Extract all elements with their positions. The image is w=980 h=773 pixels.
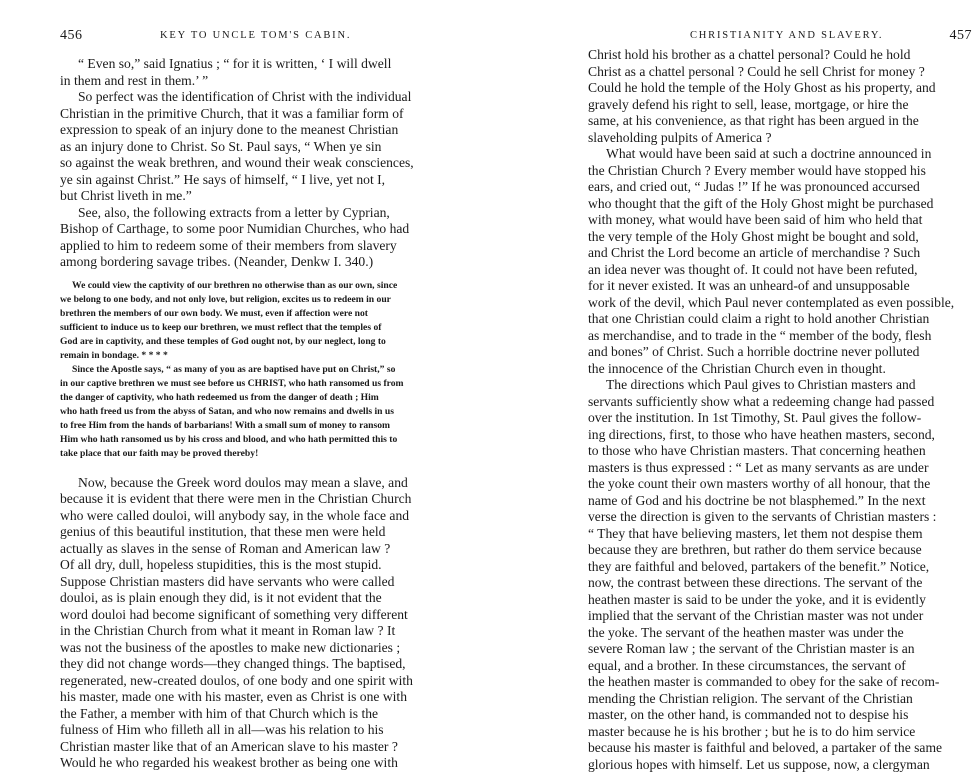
text-line: to free Him from the hands of barbarians! With a small sum of money to ransom xyxy=(60,419,457,433)
text-line: over the institution. In 1st Timothy, St. Paul gives the follow- xyxy=(588,410,980,427)
extract-paragraph xyxy=(60,279,457,363)
text-line: The directions which Paul gives to Christian masters and xyxy=(588,377,980,394)
text-line: We could view the captivity of our brethren no otherwise than as our own, since xyxy=(60,279,457,293)
text-line: and bones” of Christ. Such a horrible doctrine never polluted xyxy=(588,344,980,361)
page-number: 456 xyxy=(60,28,83,44)
text-line: applied to him to redeem some of their members from slavery xyxy=(60,238,457,255)
text-line: was not the business of the apostles to make new dictionaries ; xyxy=(60,640,457,657)
paragraph xyxy=(60,205,457,271)
paragraph xyxy=(588,146,980,377)
text-line: Could he hold the temple of the Holy Ghost as his property, and xyxy=(588,80,980,97)
text-line: What would have been said at such a doctrine announced in xyxy=(588,146,980,163)
text-line: so against the weak brethren, and wound their weak consciences, xyxy=(60,155,457,172)
text-line: the yoke. The servant of the heathen master was under the xyxy=(588,625,980,642)
text-line: douloi, as is plain enough they did, is it not evident that the xyxy=(60,590,457,607)
text-line: Suppose Christian masters did have servants who were called xyxy=(60,574,457,591)
text-line: among bordering savage tribes. (Neander, Denkw I. 340.) xyxy=(60,254,457,271)
text-line: So perfect was the identification of Christ with the individual xyxy=(60,89,457,106)
text-line: remain in bondage. * * * * xyxy=(60,349,457,363)
text-line: that one Christian could claim a right to hold another Christian xyxy=(588,311,980,328)
text-line: servants sufficiently show what a redeeming change had passed xyxy=(588,394,980,411)
text-line: but Christ liveth in me.” xyxy=(60,188,457,205)
paragraph xyxy=(60,89,457,205)
text-line: Christian master like that of an American slave to his master ? xyxy=(60,739,457,756)
text-line: who thought that the gift of the Holy Ghost might be purchased xyxy=(588,196,980,213)
text-line: brethren the members of our own body. We must, even if affection were not xyxy=(60,307,457,321)
text-line: See, also, the following extracts from a letter by Cyprian, xyxy=(60,205,457,222)
text-line: Bishop of Carthage, to some poor Numidian Churches, who had xyxy=(60,221,457,238)
text-line: they did not change words—they changed things. The baptised, xyxy=(60,656,457,673)
text-line: Since the Apostle says, “ as many of you as are baptised have put on Christ,” so xyxy=(60,363,457,377)
text-line: master, on the other hand, is commanded not to despise his xyxy=(588,707,980,724)
text-line: same, at his convenience, as that right has been argued in the xyxy=(588,113,980,130)
text-line: his master, made one with his master, even as Christ is one with xyxy=(60,689,457,706)
paragraph xyxy=(60,56,457,89)
text-line: in them and rest in them.’ ” xyxy=(60,73,457,90)
paragraph xyxy=(60,475,457,772)
text-line: ye sin against Christ.” He says of himself, “ I live, yet not I, xyxy=(60,172,457,189)
left-page xyxy=(0,0,490,667)
text-line: regenerated, new-created doulos, of one body and one spirit with xyxy=(60,673,457,690)
text-line: implied that the servant of the Christian master was not under xyxy=(588,608,980,625)
text-line: and Christ the Lord become an article of merchandise ? Such xyxy=(588,245,980,262)
text-line: name of God and his doctrine be not blasphemed.” In the next xyxy=(588,493,980,510)
text-line: “ Even so,” said Ignatius ; “ for it is written, ‘ I will dwell xyxy=(60,56,457,73)
text-line: Christ hold his brother as a chattel personal? Could he hold xyxy=(588,47,980,64)
text-line: Him who hath ransomed us by his cross and blood, and who hath permitted this to xyxy=(60,433,457,447)
text-line: the heathen master is commanded to obey for the sake of recom- xyxy=(588,674,980,691)
text-line: ing directions, first, to those who have heathen masters, second, xyxy=(588,427,980,444)
text-line: in our captive brethren we must see before us CHRIST, who hath ransomed us from xyxy=(60,377,457,391)
extract-paragraph xyxy=(60,363,457,461)
text-line: we belong to one body, and not only love, but religion, excites us to redeem in our xyxy=(60,293,457,307)
text-line: the innocence of the Christian Church even in thought. xyxy=(588,361,980,378)
text-line: who were called douloi, will anybody say, in the whole face and xyxy=(60,508,457,525)
text-line: genius of this beautiful institution, that these men were held xyxy=(60,524,457,541)
text-line: slaveholding pulpits of America ? xyxy=(588,130,980,147)
text-line: the Christian Church ? Every member would have stopped his xyxy=(588,163,980,180)
paragraph xyxy=(588,377,980,773)
text-line: heathen master is said to be under the yoke, and it is evidently xyxy=(588,592,980,609)
text-line: Christian in the primitive Church, that it was a familiar form of xyxy=(60,106,457,123)
text-line: because his master is faithful and beloved, a partaker of the same xyxy=(588,740,980,757)
text-line: ears, and cried out, “ Judas !” If he was pronounced accursed xyxy=(588,179,980,196)
text-line: now, the contrast between these directions. The servant of the xyxy=(588,575,980,592)
text-line: expression to speak of an injury done to the meanest Christian xyxy=(60,122,457,139)
running-head: CHRISTIANITY AND SLAVERY. xyxy=(690,30,883,41)
text-line: masters is thus expressed : “ Let as many servants as are under xyxy=(588,460,980,477)
text-line: as an injury done to Christ. So St. Paul says, “ When ye sin xyxy=(60,139,457,156)
text-line: verse the direction is given to the servants of Christian masters : xyxy=(588,509,980,526)
text-line: Of all dry, dull, hopeless stupidities, this is the most stupid. xyxy=(60,557,457,574)
text-line: equal, and a brother. In these circumstances, the servant of xyxy=(588,658,980,675)
text-line: an idea never was thought of. It could not have been refuted, xyxy=(588,262,980,279)
text-line: the Father, a member with him of that Church which is the xyxy=(60,706,457,723)
text-line: for it never existed. It was an unheard-of and unsupposable xyxy=(588,278,980,295)
text-line: in the Christian Church from what it meant in Roman law ? It xyxy=(60,623,457,640)
text-line: Now, because the Greek word doulos may mean a slave, and xyxy=(60,475,457,492)
text-line: as merchandise, and to trade in the “ member of the body, flesh xyxy=(588,328,980,345)
text-line: fulness of Him who filleth all in all—was his relation to his xyxy=(60,722,457,739)
text-line: with money, what would have been said of him who held that xyxy=(588,212,980,229)
text-line: mending the Christian religion. The servant of the Christian xyxy=(588,691,980,708)
text-line: “ They that have believing masters, let them not despise them xyxy=(588,526,980,543)
text-line: God are in captivity, and these temples of God ought not, by our neglect, long to xyxy=(60,335,457,349)
text-line: gravely defend his right to sell, lease, mortgage, or hire the xyxy=(588,97,980,114)
page-number: 457 xyxy=(950,28,973,44)
text-line: to those who have Christian masters. That concerning heathen xyxy=(588,443,980,460)
text-line: the yoke count their own masters worthy of all honour, that the xyxy=(588,476,980,493)
text-line: work of the devil, which Paul never contemplated as even possible, xyxy=(588,295,980,312)
text-line: master because he is his brother ; but he is to do him service xyxy=(588,724,980,741)
text-line: they are faithful and beloved, partakers of the benefit.” Notice, xyxy=(588,559,980,576)
text-line: the very temple of the Holy Ghost might be bought and sold, xyxy=(588,229,980,246)
text-line: actually as slaves in the sense of Roman and American law ? xyxy=(60,541,457,558)
text-line: Would he who regarded his weakest brother as being one with xyxy=(60,755,457,772)
text-line: sufficient to induce us to keep our brethren, we must reflect that the temples of xyxy=(60,321,457,335)
text-line: Christ as a chattel personal ? Could he sell Christ for money ? xyxy=(588,64,980,81)
text-line: the danger of captivity, who hath redeemed us from the danger of death ; Him xyxy=(60,391,457,405)
text-line: because it is evident that there were men in the Christian Church xyxy=(60,491,457,508)
text-line: who hath freed us from the abyss of Satan, and who now remains and dwells in us xyxy=(60,405,457,419)
text-line: word douloi had become significant of something very different xyxy=(60,607,457,624)
paragraph xyxy=(588,47,980,146)
text-line: glorious hopes with himself. Let us suppose, now, a clergyman xyxy=(588,757,980,773)
text-line: because they are brethren, but rather do them service because xyxy=(588,542,980,559)
left-page-text xyxy=(60,56,457,772)
right-page xyxy=(490,0,980,667)
text-line: take place that our faith may be proved thereby! xyxy=(60,447,457,461)
right-page-text xyxy=(588,47,980,773)
text-line: severe Roman law ; the servant of the Christian master is an xyxy=(588,641,980,658)
running-head: KEY TO UNCLE TOM'S CABIN. xyxy=(160,30,351,41)
